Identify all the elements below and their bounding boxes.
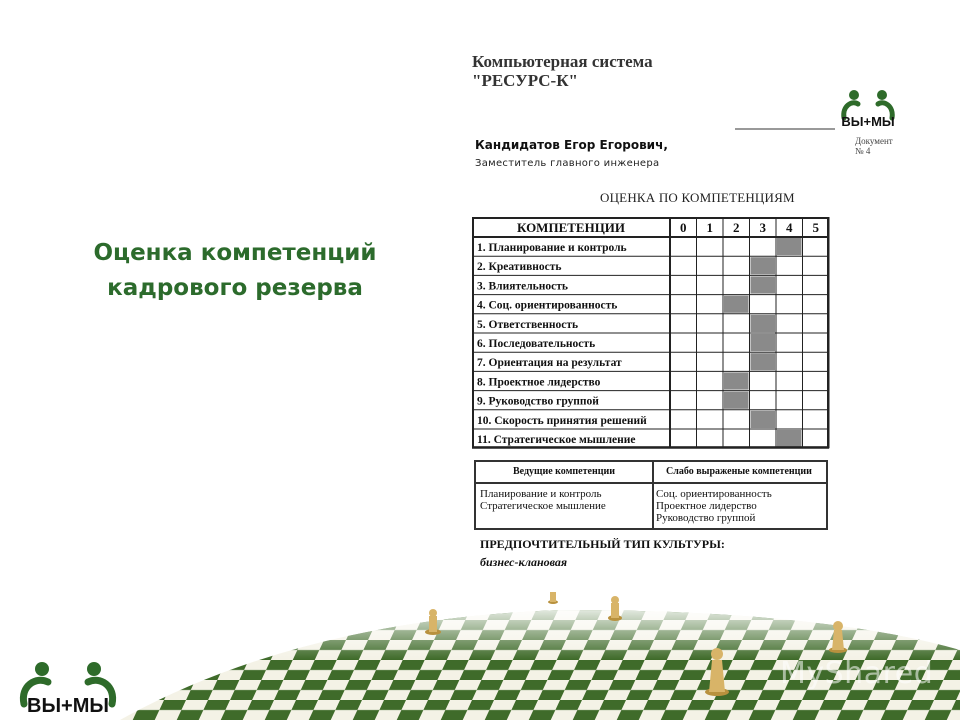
score-cell	[724, 372, 749, 389]
scale-label: 0	[680, 220, 687, 235]
competency-label: 11. Стратегическое мышление	[477, 434, 636, 446]
competency-label: 10. Скорость принятия решений	[477, 414, 647, 427]
slide-title-line-2: кадрового резерва	[107, 275, 363, 301]
score-cell	[777, 238, 802, 255]
header-divider	[735, 128, 835, 130]
leading-list	[476, 484, 652, 512]
culture-value: бизнес-клановая	[480, 555, 568, 569]
person-role: Заместитель главного инженера	[475, 158, 660, 169]
chess-piece-icon	[548, 592, 558, 604]
weak-list	[652, 484, 826, 524]
leading-item: Стратегическое мышление	[480, 500, 606, 512]
scale-label: 1	[706, 220, 713, 235]
weak-item: Соц. ориентированность	[656, 488, 772, 500]
scale-label: 5	[812, 220, 819, 235]
weak-column	[652, 462, 826, 528]
score-cell	[724, 296, 749, 313]
weak-item: Руководство группой	[656, 512, 756, 524]
competency-label: 6. Последовательность	[477, 338, 596, 350]
score-cell	[751, 315, 776, 332]
score-cell	[751, 334, 776, 351]
competency-label: 2. Креативность	[477, 261, 562, 274]
scale-label: 4	[786, 220, 793, 235]
competency-label: 4. Соц. ориентированность	[477, 299, 618, 312]
score-cell	[724, 392, 749, 409]
document-number: Документ № 4	[855, 136, 893, 156]
weak-item: Проектное лидерство	[656, 500, 757, 512]
competency-label: 5. Ответственность	[477, 318, 579, 331]
weak-header: Слабо выраженые компетенции	[652, 462, 826, 484]
competency-label: 9. Руководство группой	[477, 395, 599, 408]
footer-logo-text: ВЫ+МЫ	[27, 695, 109, 717]
competency-grid	[472, 217, 830, 455]
watermark: MyShared	[780, 656, 934, 691]
leading-header: Ведущие компетенции	[476, 462, 652, 484]
summary-table	[474, 460, 828, 530]
document-logo	[838, 88, 898, 137]
scale-label: 2	[733, 220, 740, 235]
score-cell	[751, 276, 776, 293]
grid-header-label: КОМПЕТЕНЦИИ	[516, 220, 626, 235]
chessboard-decoration	[0, 580, 960, 720]
competency-label: 3. Влиятельность	[477, 280, 568, 293]
grid-title: ОЦЕНКА ПО КОМПЕТЕНЦИЯМ	[600, 190, 795, 205]
score-cell	[751, 411, 776, 428]
people-logo-icon	[838, 88, 898, 132]
person-name: Кандидатов Егор Егорович,	[475, 138, 668, 152]
people-logo-icon	[12, 660, 122, 718]
score-cell	[751, 353, 776, 370]
system-name-line-1: Компьютерная система	[472, 52, 653, 71]
culture-label: ПРЕДПОЧТИТЕЛЬНЫЙ ТИП КУЛЬТУРЫ:	[480, 537, 725, 551]
score-cell	[777, 430, 802, 447]
footer-logo	[12, 660, 122, 723]
system-name-line-2: "РЕСУРС-К"	[472, 71, 578, 90]
leading-column	[476, 462, 654, 528]
chess-piece-icon	[608, 596, 622, 621]
competency-label: 1. Планирование и контроль	[477, 242, 627, 254]
system-name	[472, 52, 653, 90]
score-cell	[751, 257, 776, 274]
slide-title	[40, 236, 430, 306]
document-logo-text: ВЫ+МЫ	[841, 114, 895, 129]
competency-label: 8. Проектное лидерство	[477, 376, 601, 389]
slide-title-line-1: Оценка компетенций	[93, 240, 377, 266]
competency-label: 7. Ориентация на результат	[477, 357, 622, 370]
leading-item: Планирование и контроль	[480, 488, 602, 500]
scale-label: 3	[759, 220, 766, 235]
